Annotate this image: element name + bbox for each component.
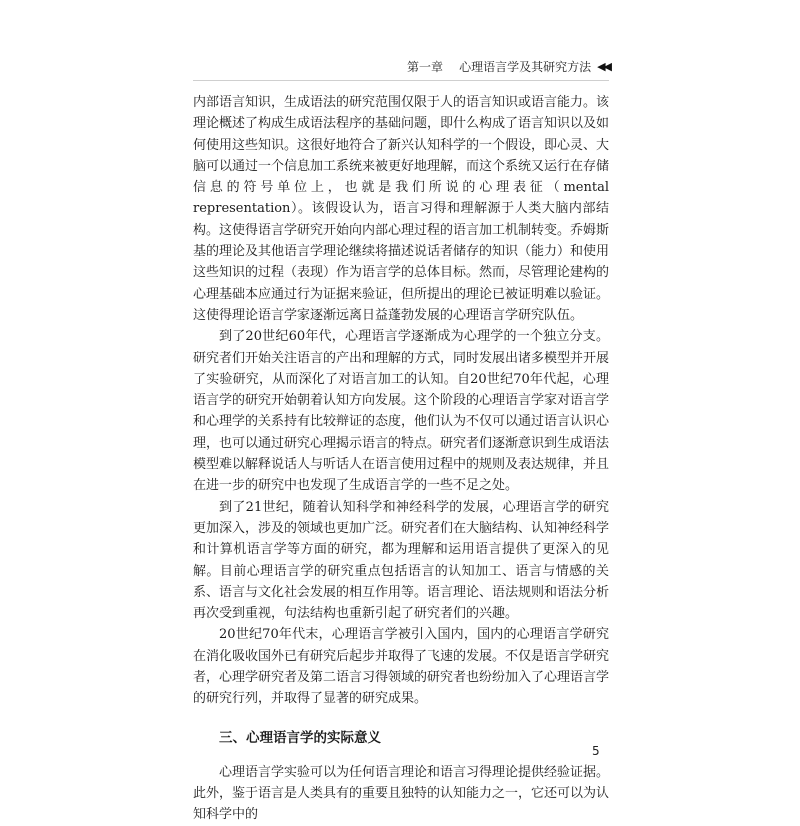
paragraph-continued: 内部语言知识，生成语法的研究范围仅限于人的语言知识或语言能力。该理论概述了构成生成语法程序的基础问题，即什么构成了语言知识以及如何使用这些知识。这很好地符合了新兴认知科学的一个假设，即心灵、大脑可以通过一个信息加工系统来被更好地理解，而这个系统又运行在存储信息的符号单位上，也就是我们所说的心理表征（mental representation）。该假设认为，语言习得和理解源于人类大脑内部结构。这使得语言学研究开始向内部心理过程的语言加工机制转变。乔姆斯基的理论及其他语言学理论继续将描述说话者储存的知识（能力）和使用这些知识的过程（表现）作为语言学的总体目标。然而，尽管理论建构的心理基础本应通过行为证据来验证，但所提出的理论已被证明难以验证。这使得理论语言学家逐渐远离日益蓬勃发展的心理语言学研究队伍。 — [193, 95, 610, 323]
triangle-marker-icon: ◀◀ — [597, 60, 610, 73]
chapter-label: 第一章 — [407, 60, 444, 74]
paragraph-1960s: 到了20世纪60年代，心理语言学逐渐成为心理学的一个独立分支。研究者们开始关注语言的产出和理解的方式，同时发展出诸多模型并开展了实验研究，从而深化了对语言加工的认知。自20世纪70年代起，心理语言学的研究开始朝着认知方向发展。这个阶段的心理语言学家对语言学和心理学的关系持有比较辩证的态度，他们认为不仅可以通过语言认识心理，也可以通过研究心理揭示语言的特点。研究者们逐渐意识到生成语法模型难以解释说话人与听话人在语言使用过程中的规则及表达规律，并且在进一步的研究中也发现了生成语言学的一些不足之处。 — [193, 329, 610, 494]
running-header — [407, 58, 610, 75]
paragraph-practical-significance: 心理语言学实验可以为任何语言理论和语言习得理论提供经验证据。此外，鉴于语言是人类具有的重要且独特的认知能力之一，它还可以为认知科学中的 — [193, 764, 610, 823]
header-divider — [193, 80, 609, 81]
body-text — [193, 92, 609, 826]
page-number: 5 — [592, 744, 600, 758]
section-heading: 三、心理语言学的实际意义 — [219, 729, 381, 746]
paragraph-domestic: 20世纪70年代末，心理语言学被引入国内，国内的心理语言学研究在消化吸收国外已有研究后起步并取得了飞速的发展。不仅是语言学研究者，心理学研究者及第二语言习得领域的研究者也纷纷加入了心理语言学的研究行列，并取得了显著的研究成果。 — [193, 627, 610, 707]
chapter-title: 心理语言学及其研究方法 — [459, 60, 592, 74]
paragraph-21st-century: 到了21世纪，随着认知科学和神经科学的发展，心理语言学的研究更加深入，涉及的领域也更加广泛。研究者们在大脑结构、认知神经科学和计算机语言学等方面的研究，都为理解和运用语言提供了更深入的见解。目前心理语言学的研究重点包括语言的认知加工、语言与情感的关系、语言与文化社会发展的相互作用等。语言理论、语法规则和语法分析再次受到重视，句法结构也重新引起了研究者们的兴趣。 — [193, 499, 610, 622]
